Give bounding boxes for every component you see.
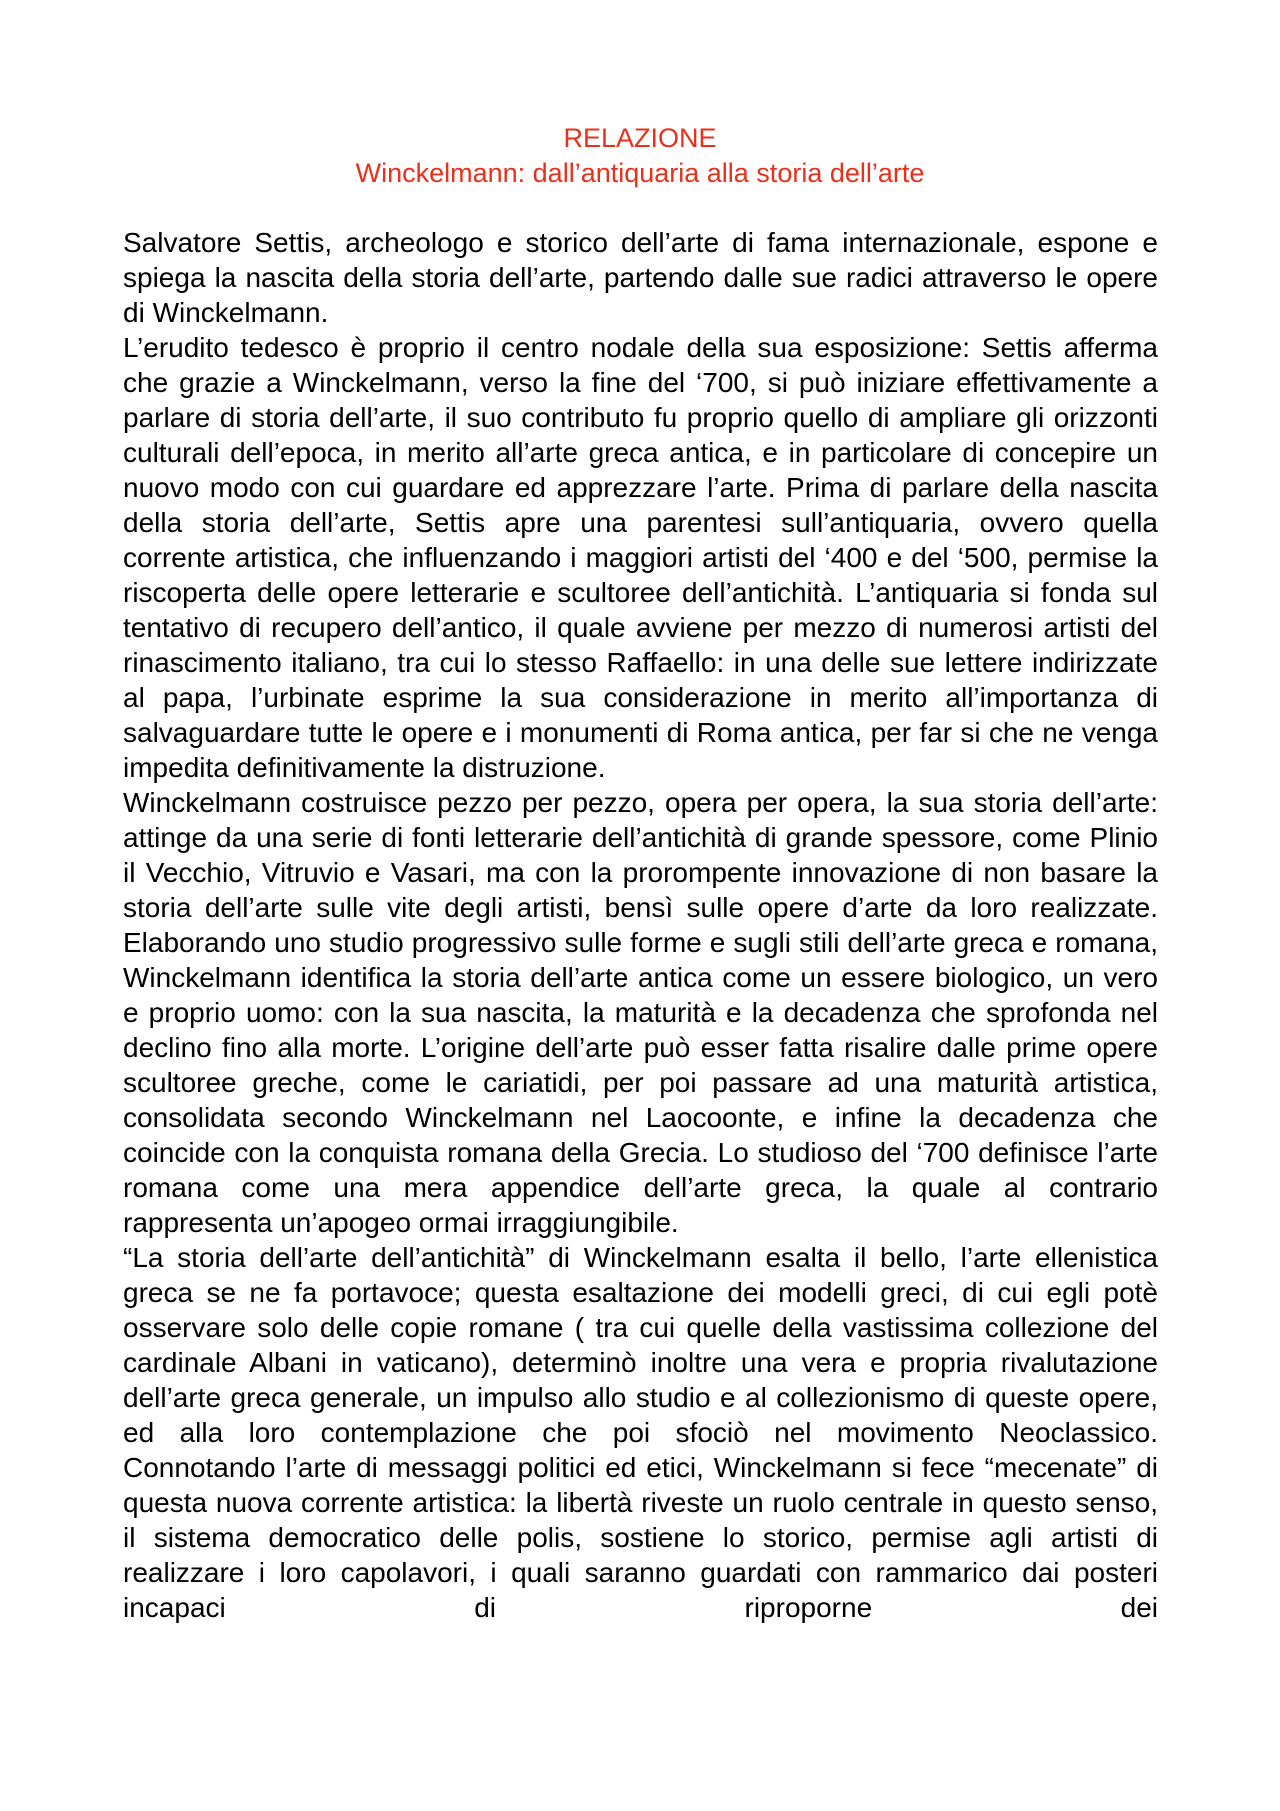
paragraph-storia-arte: Winckelmann costruisce pezzo per pezzo, opera per opera, la sua storia dell’arte: attinge da una serie di fonti letterarie dell’antichità di grande spessore, come Plinio il Vecchio, Vitruvio e Vasari, ma con la prorompente innovazione di non basare la storia dell’arte sulle vite degli artisti, bensì sulle opere d’arte da loro realizzate. Elaborando uno studio progressivo sulle forme e sugli stili dell’arte greca e romana, Winckelmann identifica la storia dell’arte antica come un essere biologico, un vero e proprio uomo: con la sua nascita, la maturità e la decadenza che sprofonda nel declino fino alla morte. L’origine dell’arte può esser fatta risalire dalle prime opere scultoree greche, come le cariatidi, per poi passare ad una maturità artistica, consolidata secondo Winckelmann nel Laocoonte, e infine la decadenza che coincide con la conquista romana della Grecia. Lo studioso del ‘700 definisce l’arte romana come una mera appendice dell’arte greca, la quale al contrario rappresenta un’apogeo ormai irraggiungibile. [123,787,1158,1238]
paragraph-intro: Salvatore Settis, archeologo e storico dell’arte di fama internazionale, espone e spiega la nascita della storia dell’arte, partendo dalle sue radici attraverso le opere di Winckelmann. [123,227,1158,328]
paragraph-antiquaria: L’erudito tedesco è proprio il centro nodale della sua esposizione: Settis afferma che grazie a Winckelmann, verso la fine del ‘700, si può iniziare effettivamente a parlare di storia dell’arte, il suo contributo fu proprio quello di ampliare gli orizzonti culturali dell’epoca, in merito all’arte greca antica, e in particolare di concepire un nuovo modo con cui guardare ed apprezzare l’arte. Prima di parlare della nascita della storia dell’arte, Settis apre una parentesi sull’antiquaria, ovvero quella corrente artistica, che influenzando i maggiori artisti del ‘400 e del ‘500, permise la riscoperta delle opere letterarie e scultoree dell’antichità. L’antiquaria si fonda sul tentativo di recupero dell’antico, il quale avviene per mezzo di numerosi artisti del rinascimento italiano, tra cui lo stesso Raffaello: in una delle sue lettere indirizzate al papa, l’urbinate esprime la sua considerazione in merito all’importanza di salvaguardare tutte le opere e i monumenti di Roma antica, per far si che ne venga impedita definitivamente la distruzione. [123,332,1158,783]
paragraph-bello: “La storia dell’arte dell’antichità” di Winckelmann esalta il bello, l’arte ellenistica greca se ne fa portavoce; questa esaltazione dei modelli greci, di cui egli potè osservare solo delle copie romane ( tra cui quelle della vastissima collezione del cardinale Albani in vaticano), determinò inoltre una vera e propria rivalutazione dell’arte greca generale, un impulso allo studio e al collezionismo di queste opere, ed alla loro contemplazione che poi sfociò nel movimento Neoclassico. Connotando l’arte di messaggi politici ed etici, Winckelmann si fece “mecenate” di questa nuova corrente artistica: la libertà riveste un ruolo centrale in questo senso, il sistema democratico delle polis, sostiene lo storico, permise agli artisti di realizzare i loro capolavori, i quali saranno guardati con rammarico dai posteri incapaci di riproporne dei [123,1242,1158,1623]
document-body [123,225,1158,1625]
document-subtitle: Winckelmann: dall’antiquaria alla storia dell’arte [355,158,925,188]
document-title: RELAZIONE [563,123,717,153]
